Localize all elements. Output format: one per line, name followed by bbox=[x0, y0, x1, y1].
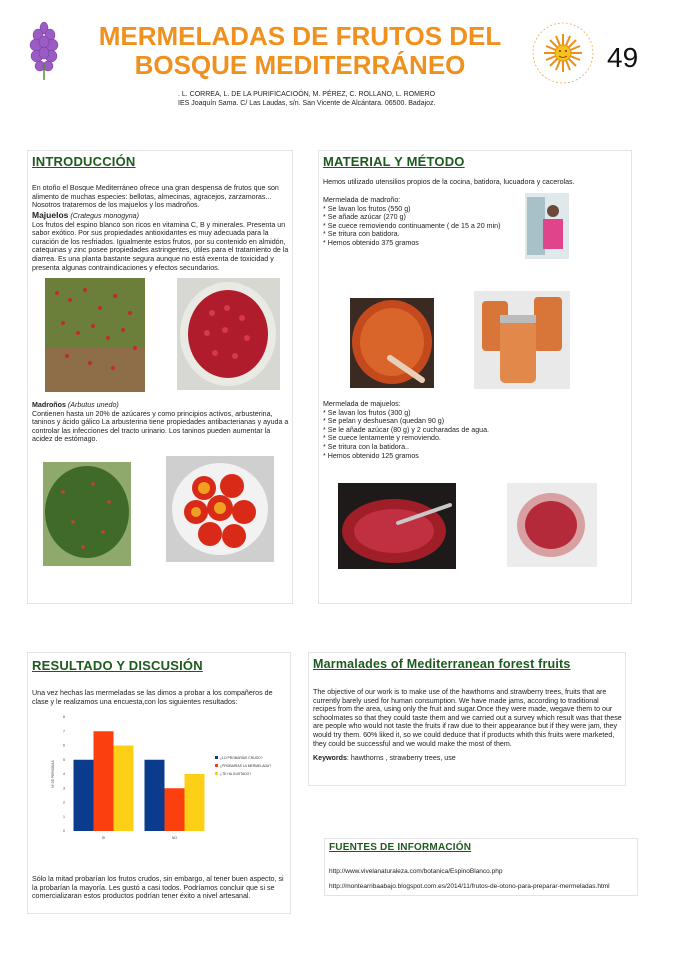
chart-legend-label: ¿LO PROBARÍAS CRUDO? bbox=[220, 756, 263, 760]
authors-names: . L. CORREA, L. DE LA PURIFICACIOÓN, M. PÉREZ, C. ROLLANO, L. ROMERO bbox=[178, 91, 436, 98]
chart-bar bbox=[94, 731, 114, 831]
results-conclusion: Sólo la mitad probarían los frutos crudos, sin embargo, al tener buen aspecto, si la probarían la mayoría. Les gustó a casi todos. Podríamos concluir que si se comercializaran estos productos podrían tener éxito a nivel artesanal. bbox=[32, 875, 284, 901]
chart-bar bbox=[145, 760, 165, 831]
madronos-text: Contienen hasta un 20% de azúcares y como principios activos, arbusterina, taninos y ácido gálico La arbusterina tiene propiedades antibacterianas y ayuda a controlar las infecciones del tracto urinario. Los taninos pueden aumentar la acidez de estómago. bbox=[32, 409, 289, 444]
majuelo-recipe bbox=[323, 400, 573, 460]
poster-number: 49 bbox=[607, 42, 639, 73]
abstract-panel bbox=[308, 652, 626, 786]
abstract-text: The objective of our work is to make use of the hawthorns and strawberry trees, fruits that are currently barely used for human consumption. We have made jams, according to traditional recipes from the area, using only the fruit and sugar.Once they were made, wegave them to our schoolmates so that they could taste them and we carried out a survey which result was that these are people who would not taste the fruits if raw due to their appearance but if they were jam, they would try them. 60% liked it, so we could deduce that if products whith this fruits were marketed, they could be successful and we would make the most of them. bbox=[313, 688, 622, 748]
madronos-scientific-name: (Arbutus unedo) bbox=[67, 401, 119, 409]
chart-y-tick-label: 2 bbox=[63, 800, 65, 805]
strawberry-tree-fruits-bowl-photo bbox=[166, 456, 274, 562]
survey-chart bbox=[50, 713, 278, 845]
method-panel bbox=[318, 150, 632, 604]
madrono-jam-jars-photo bbox=[474, 291, 570, 389]
authors-institution: IES Joaquín Sama. C/ Las Laudas, s/n. San Vicente de Alcántara. 06500. Badajoz. bbox=[178, 100, 436, 107]
keywords-value: : hawthorns , strawberry trees, use bbox=[346, 754, 456, 762]
method-heading: MATERIAL Y MÉTODO bbox=[323, 154, 465, 169]
madrono-step: * Hemos obtenido 375 gramos bbox=[323, 238, 419, 247]
chart-y-tick-label: 3 bbox=[63, 786, 65, 791]
majuelo-step: * Se cuece lentamente y removiendo. bbox=[323, 434, 441, 443]
method-intro: Hemos utilizado utensilios propios de la cocina, batidora, lucuadora y cacerolas. bbox=[323, 178, 575, 186]
chart-y-tick-label: 6 bbox=[63, 743, 65, 748]
right-logo-sun bbox=[530, 20, 596, 86]
source-link[interactable]: http://www.vivelanaturaleza.com/botanica/EspinoBlanco.php bbox=[329, 868, 503, 875]
majuelo-cooking-photo bbox=[338, 483, 456, 569]
majuelos-text: Los frutos del espino blanco son ricos en vitamina C, B y minerales. Presenta un sabor exótico. Por sus propiedades antioxidantes es muy adecuada para la curación de los resfriados. Igualmente estos frutos, por su contenido en almidón, catequinas y zinc posee propiedades astringentes, útiles para el tratamiento de la diarrea. Es una planta bastante segura aunque no está exenta de toxicidad y presenta algunas contraindicaciones y efectos secundarios. bbox=[32, 220, 289, 272]
madrono-cooking-pot-photo bbox=[350, 298, 434, 388]
majuelos-scientific-name: (Crategus monogyna) bbox=[70, 212, 139, 220]
madronos-block bbox=[32, 401, 290, 444]
majuelos-label: Majuelos bbox=[32, 210, 69, 220]
keywords-label: Keywords bbox=[313, 754, 347, 762]
chart-y-tick-label: 0 bbox=[63, 829, 65, 834]
sources-panel bbox=[324, 838, 638, 896]
chart-bar bbox=[165, 788, 185, 831]
left-logo-lavender bbox=[22, 20, 66, 82]
hawthorn-berries-bowl-photo bbox=[177, 278, 280, 390]
madrono-recipe-title: Mermelada de madroño: bbox=[323, 196, 401, 204]
title-line-2: BOSQUE MEDITERRÁNEO bbox=[134, 50, 466, 80]
chart-legend-label: ¿PROBARÍAS LA MERMELADA? bbox=[220, 764, 272, 768]
title-line-1: MERMELADAS DE FRUTOS DEL bbox=[98, 21, 502, 51]
majuelo-step: * Se lavan los frutos (300 g) bbox=[323, 408, 411, 417]
intro-panel bbox=[27, 150, 293, 604]
madrono-step: * Se tritura con batidora. bbox=[323, 230, 400, 239]
chart-y-tick-label: 7 bbox=[63, 729, 65, 734]
majuelo-recipe-title: Mermelada de majuelos: bbox=[323, 400, 401, 408]
chart-x-tick-label: NO bbox=[171, 836, 178, 840]
source-link[interactable]: http://montearribaabajo.blogspot.com.es/2014/11/frutos-de-otono-para-preparar-mermeladas.html bbox=[329, 883, 610, 890]
chart-legend-swatch bbox=[215, 772, 218, 775]
intro-paragraph: En otoño el Bosque Mediterráneo ofrece una gran despensa de frutos que son alimento de muchas especies: bellotas, almecinas, agracejos, zarzamoras... Nosotros trataremos de los majuelos y los madroños. bbox=[32, 184, 279, 210]
results-heading: RESULTADO Y DISCUSIÓN bbox=[32, 658, 203, 673]
poster-title bbox=[80, 22, 520, 80]
abstract-heading: Marmalades of Mediterranean forest fruits bbox=[313, 657, 571, 671]
chart-legend-swatch bbox=[215, 764, 218, 767]
chart-y-tick-label: 4 bbox=[63, 772, 65, 777]
chart-y-tick-label: 5 bbox=[63, 757, 65, 762]
madrono-step: * Se lavan los frutos (550 g) bbox=[323, 204, 411, 213]
chart-x-tick-label: SI bbox=[101, 836, 106, 840]
authors-block bbox=[178, 90, 436, 108]
chart-legend-label: ¿TE HA GUSTADO? bbox=[220, 772, 252, 776]
madrono-step: * Se cuece removiendo continuamente ( de 15 a 20 min) bbox=[323, 221, 501, 230]
chart-y-tick-label: 1 bbox=[63, 814, 65, 819]
madronos-label: Madroños bbox=[32, 401, 66, 409]
chart-bar bbox=[114, 746, 134, 832]
majuelo-step: * Se le añade azúcar (80 g) y 2 cucharadas de agua. bbox=[323, 425, 490, 434]
sources-heading: FUENTES DE INFORMACIÓN bbox=[329, 842, 472, 853]
abstract-keywords bbox=[313, 754, 623, 763]
chart-bar bbox=[185, 774, 205, 831]
chart-y-axis-label: Nº DE PERSONAS bbox=[51, 760, 55, 788]
chart-y-tick-label: 8 bbox=[63, 715, 65, 720]
madrono-recipe bbox=[323, 196, 523, 248]
results-intro: Una vez hechas las mermeladas se las dimos a probar a los compañeros de clase y le realizamos una encuesta,con los siguientes resultados: bbox=[32, 689, 273, 706]
results-panel bbox=[27, 652, 291, 914]
intro-heading: INTRODUCCIÓN bbox=[32, 154, 136, 169]
majuelo-step: * Hemos obtenido 125 gramos bbox=[323, 451, 419, 460]
hawthorn-bush-photo bbox=[45, 278, 145, 392]
strawberry-tree-photo bbox=[43, 462, 131, 566]
majuelo-step: * Se pelan y deshuesan (quedan 90 g) bbox=[323, 417, 445, 426]
majuelo-jam-jar-photo bbox=[507, 483, 597, 567]
chart-bar bbox=[74, 760, 94, 831]
majuelo-step: * Se tritura con la batidora.. bbox=[323, 442, 409, 451]
chart-legend-swatch bbox=[215, 756, 218, 759]
majuelos-block bbox=[32, 211, 290, 272]
survey-bar-chart bbox=[50, 713, 278, 845]
blender-photo bbox=[525, 193, 569, 259]
madrono-step: * Se añade azúcar (270 g) bbox=[323, 213, 406, 222]
